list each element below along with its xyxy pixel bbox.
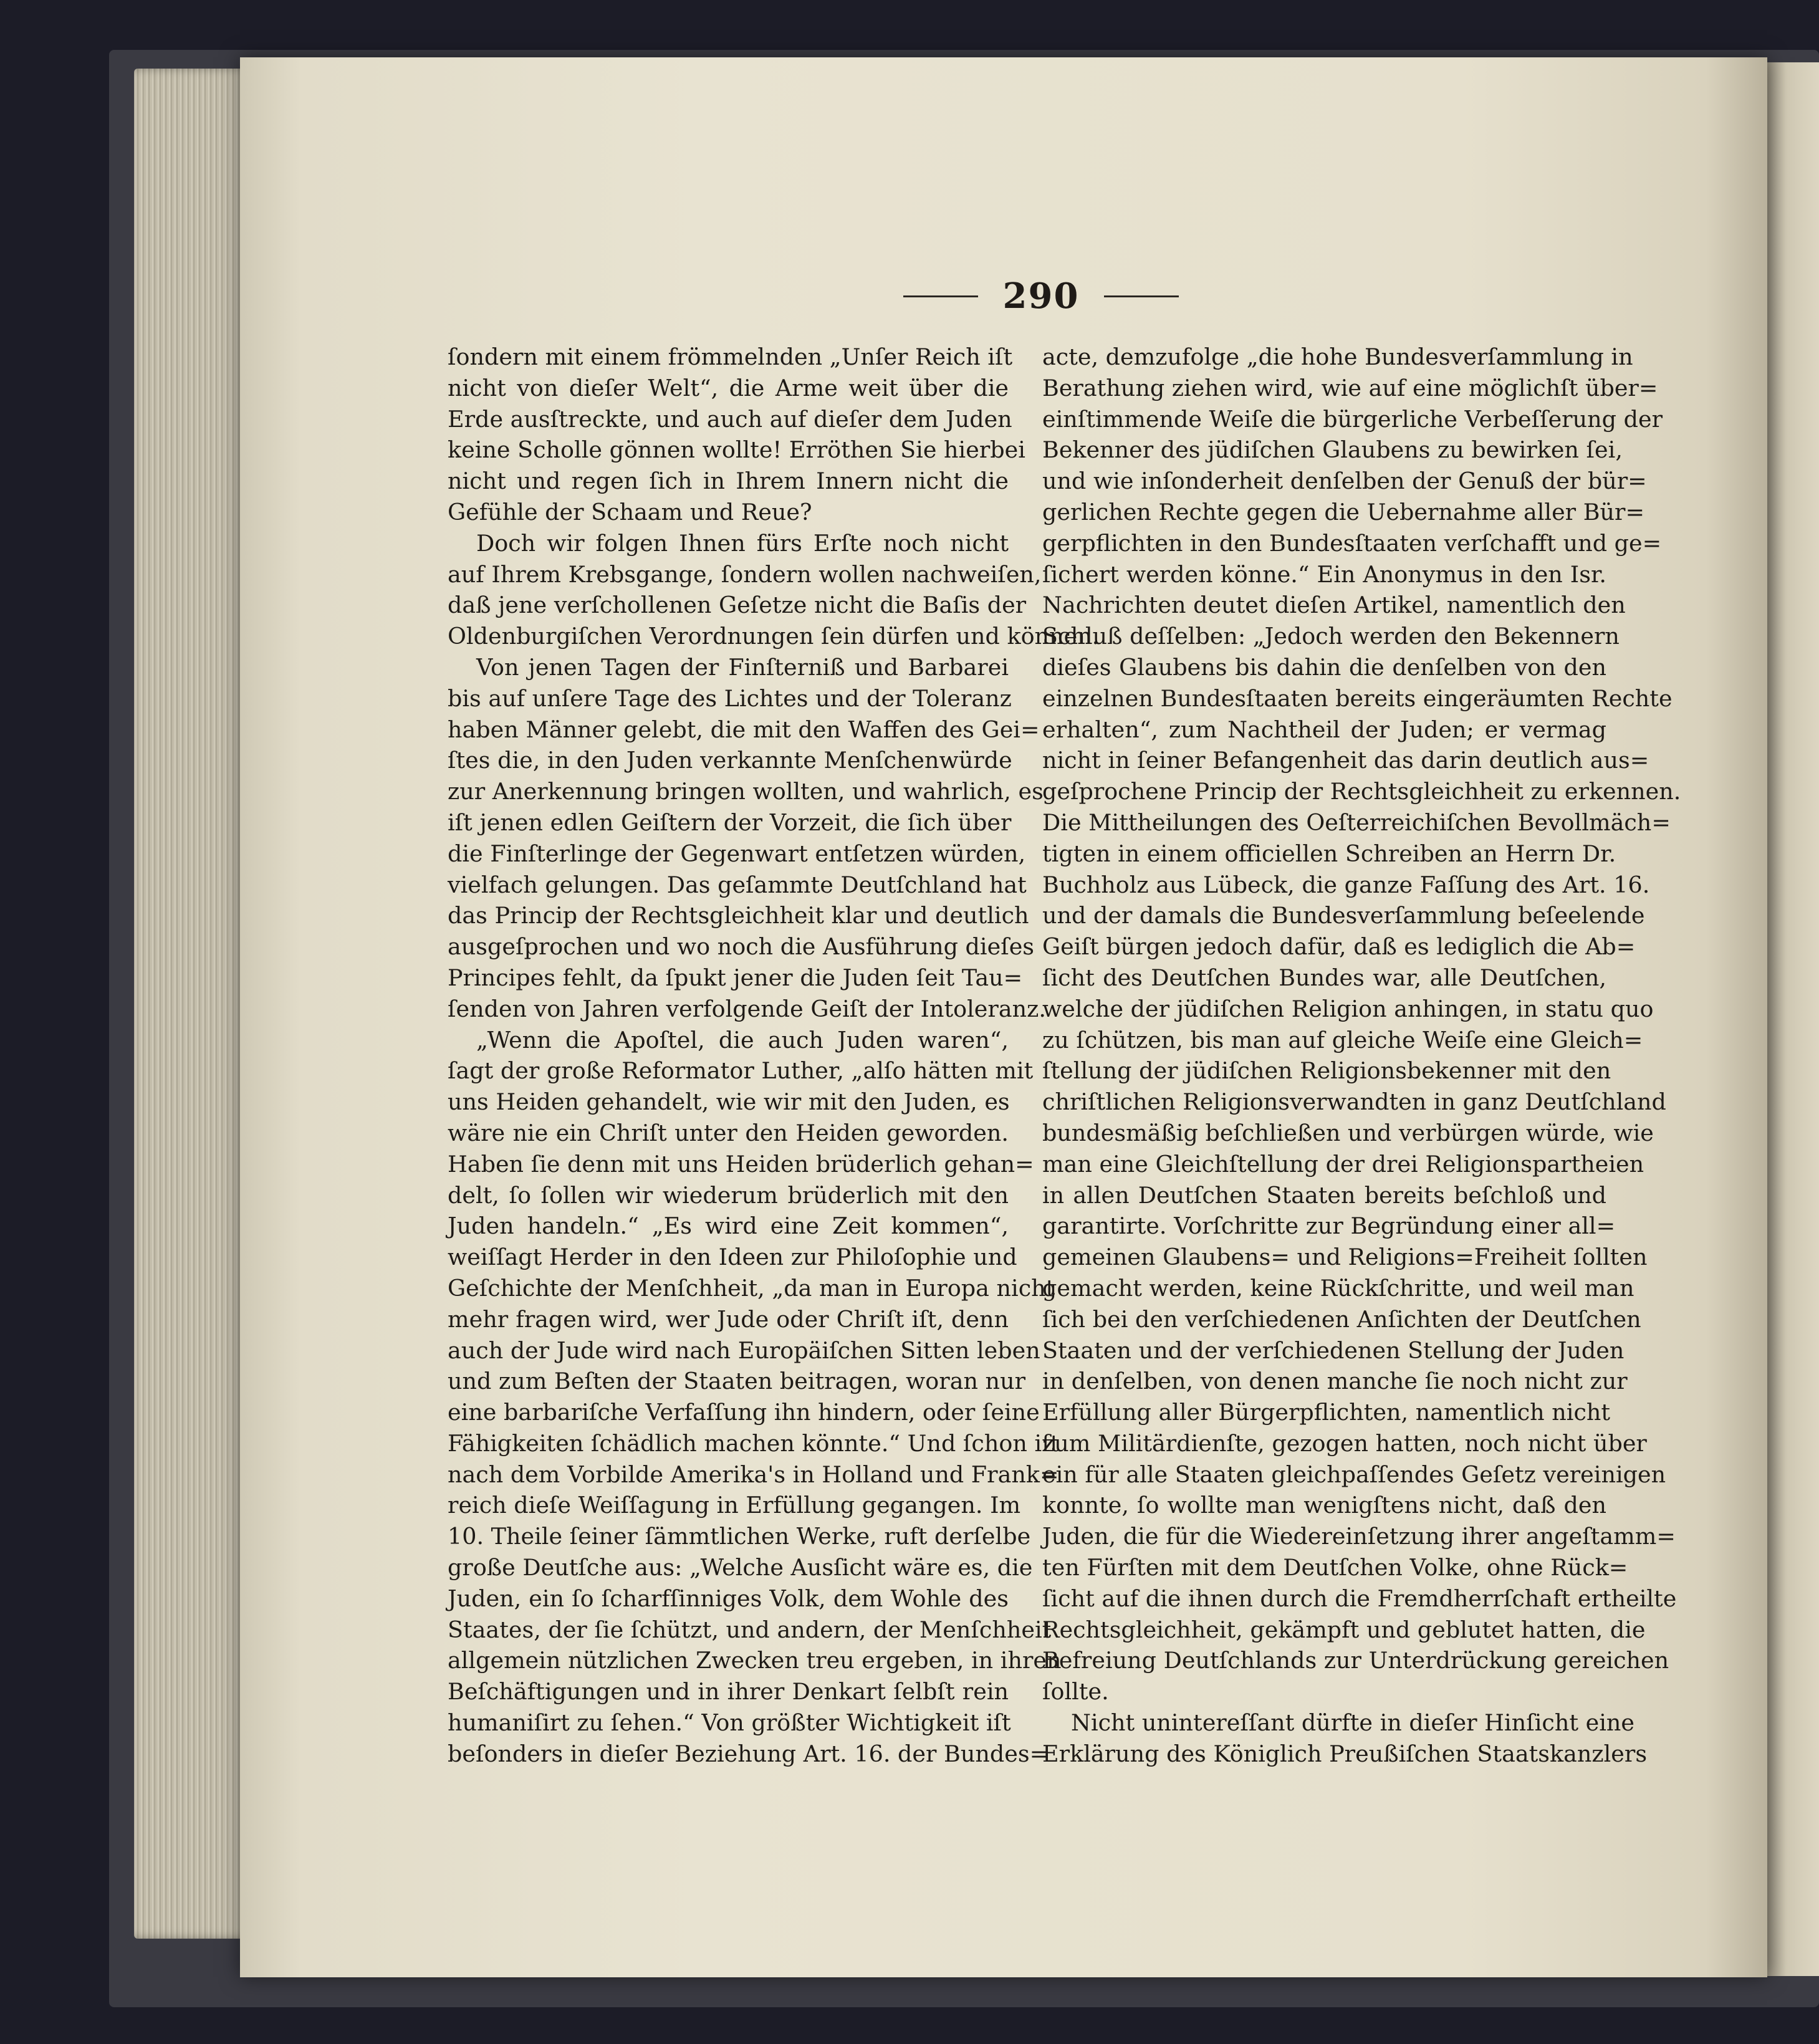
text-line: nicht und regen ſich in Ihrem Innern nicht die bbox=[448, 468, 1009, 495]
text-line: ſtes die, in den Juden verkannte Menſchenwürde bbox=[448, 747, 1012, 774]
text-line: dieſes Glaubens bis dahin die denſelben von den bbox=[1042, 653, 1606, 681]
text-line: vielfach gelungen. Das geſammte Deutſchland hat bbox=[448, 871, 1027, 898]
text-line: delt, ſo ſollen wir wiederum brüderlich mit den bbox=[448, 1181, 1009, 1209]
text-line: reich dieſe Weiſſagung in Erfüllung gegangen. Im bbox=[448, 1492, 1021, 1519]
text-line: Juden handeln.“ „Es wird eine Zeit kommen“, bbox=[448, 1212, 1009, 1240]
page-number: 290 bbox=[1002, 276, 1080, 317]
text-line: und zum Beſten der Staaten beitragen, woran nur bbox=[448, 1368, 1026, 1395]
text-line: gemacht werden, keine Rückſchritte, und weil man bbox=[1042, 1274, 1634, 1302]
text-line: gemeinen Glaubens= und Religions=Freiheit ſollten bbox=[1042, 1244, 1648, 1271]
text-line: auch der Jude wird nach Europäiſchen Sitten leben bbox=[448, 1336, 1040, 1364]
text-line: ausgeſprochen und wo noch die Ausführung dieſes bbox=[448, 933, 1035, 961]
text-line: Staaten und der verſchiedenen Stellung der Juden bbox=[1042, 1336, 1625, 1364]
text-line: Nicht unintereſſant dürfte in dieſer Hinſicht eine bbox=[1071, 1709, 1634, 1737]
text-line: Geſchichte der Menſchheit, „da man in Europa nicht bbox=[448, 1274, 1055, 1302]
text-line: beſonders in dieſer Beziehung Art. 16. der Bundes= bbox=[448, 1740, 1049, 1767]
text-line: ſtellung der jüdiſchen Religionsbekenner mit den bbox=[1042, 1057, 1611, 1085]
text-line: iſt jenen edlen Geiſtern der Vorzeit, die ſich über bbox=[448, 808, 1012, 836]
text-line: Beſchäftigungen und in ihrer Denkart ſelbſt rein bbox=[448, 1678, 1009, 1706]
text-line: allgemein nützlichen Zwecken treu ergeben, in ihren bbox=[448, 1647, 1062, 1674]
header-rule-right bbox=[1104, 295, 1179, 297]
text-line: nicht in ſeiner Befangenheit das darin deutlich aus= bbox=[1042, 747, 1649, 774]
text-line: Erfüllung aller Bürgerpflichten, namentlich nicht bbox=[1042, 1399, 1611, 1426]
text-line: und der damals die Bundesverſammlung beſeelende bbox=[1042, 902, 1645, 929]
text-line: Principes fehlt, da ſpukt jener die Juden ſeit Tau= bbox=[448, 964, 1023, 991]
text-line: Bekenner des jüdiſchen Glaubens zu bewirken ſei, bbox=[1042, 436, 1623, 464]
text-line: geſprochene Princip der Rechtsgleichheit zu erkennen. bbox=[1042, 778, 1681, 805]
text-line: Die Mittheilungen des Oeſterreichiſchen Bevollmäch= bbox=[1042, 808, 1671, 836]
text-line: nach dem Vorbilde Amerika's in Holland und Frank= bbox=[448, 1461, 1059, 1488]
text-line: Rechtsgleichheit, gekämpft und geblutet hatten, die bbox=[1042, 1616, 1646, 1643]
text-line: einzelnen Bundesſtaaten bereits eingeräumten Rechte bbox=[1042, 684, 1673, 712]
facing-page-edge bbox=[1764, 62, 1819, 1976]
text-line: „Wenn die Apoſtel, die auch Juden waren“, bbox=[476, 1026, 1009, 1053]
text-line: in allen Deutſchen Staaten bereits beſchloß und bbox=[1042, 1181, 1606, 1209]
text-line: zu ſchützen, bis man auf gleiche Weiſe eine Gleich= bbox=[1042, 1026, 1643, 1053]
text-line: Erde ausſtreckte, und auch auf dieſer dem Juden bbox=[448, 405, 1012, 433]
text-line: Von jenen Tagen der Finſterniß und Barbarei bbox=[476, 653, 1009, 681]
text-line: in denſelben, von denen manche ſie noch nicht zur bbox=[1042, 1368, 1628, 1395]
text-line: Buchholz aus Lübeck, die ganze Faſſung des Art. 16. bbox=[1042, 871, 1650, 898]
text-line: Staates, der ſie ſchützt, und andern, der Menſchheit bbox=[448, 1616, 1052, 1643]
text-line: Nachrichten deutet dieſen Artikel, namentlich den bbox=[1042, 592, 1626, 619]
text-line: ſollte. bbox=[1042, 1678, 1109, 1706]
text-line: Fähigkeiten ſchädlich machen könnte.“ Und ſchon iſt bbox=[448, 1429, 1060, 1457]
text-line: wäre nie ein Chriſt unter den Heiden geworden. bbox=[448, 1119, 1009, 1146]
text-line: eine barbariſche Verfaſſung ihn hindern, oder ſeine bbox=[448, 1399, 1040, 1426]
text-line: man eine Gleichſtellung der drei Religionspartheien bbox=[1042, 1150, 1644, 1178]
text-line: Geiſt bürgen jedoch dafür, daß es lediglich die Ab= bbox=[1042, 933, 1636, 961]
text-line: ſondern mit einem frömmelnden „Unſer Reich iſt bbox=[448, 343, 1013, 370]
text-line: zum Militärdienſte, gezogen hatten, noch nicht über bbox=[1042, 1429, 1647, 1457]
text-line: Juden, die für die Wiedereinſetzung ihrer angeſtamm= bbox=[1042, 1523, 1676, 1550]
text-line: chriſtlichen Religionsverwandten in ganz Deutſchland bbox=[1042, 1088, 1666, 1116]
text-line: ſicht auf die ihnen durch die Fremdherrſchaft ertheilte bbox=[1042, 1585, 1677, 1612]
text-line: Berathung ziehen wird, wie auf eine möglichſt über= bbox=[1042, 374, 1658, 401]
text-line: zur Anerkennung bringen wollten, und wahrlich, es bbox=[448, 778, 1044, 805]
text-line: bis auf unſere Tage des Lichtes und der Toleranz bbox=[448, 684, 1012, 712]
text-line: ſagt der große Reformator Luther, „alſo hätten mit bbox=[448, 1057, 1034, 1085]
text-line: die Finſterlinge der Gegenwart entſetzen würden, bbox=[448, 840, 1026, 867]
text-line: ten Fürſten mit dem Deutſchen Volke, ohne Rück= bbox=[1042, 1554, 1628, 1581]
text-line: Erklärung des Königlich Preußiſchen Staatskanzlers bbox=[1042, 1740, 1648, 1767]
text-line: ein für alle Staaten gleichpaſſendes Geſetz vereinigen bbox=[1042, 1461, 1666, 1488]
text-line: auf Ihrem Krebsgange, ſondern wollen nachweiſen, bbox=[448, 560, 1042, 588]
text-line: ſichert werden könne.“ Ein Anonymus in den Isr. bbox=[1042, 560, 1606, 588]
text-line: große Deutſche aus: „Welche Ausſicht wäre es, die bbox=[448, 1554, 1033, 1581]
text-line: Haben ſie denn mit uns Heiden brüderlich gehan= bbox=[448, 1150, 1034, 1178]
text-line: gerpflichten in den Bundesſtaaten verſchafft und ge= bbox=[1042, 529, 1662, 557]
page-header bbox=[866, 268, 1216, 324]
text-line: Doch wir folgen Ihnen fürs Erſte noch nicht bbox=[476, 529, 1009, 557]
text-line: erhalten“, zum Nachtheil der Juden; er vermag bbox=[1042, 716, 1606, 743]
text-line: acte, demzufolge „die hohe Bundesverſammlung in bbox=[1042, 343, 1633, 370]
text-line: Schluß deſſelben: „Jedoch werden den Bekennern bbox=[1042, 623, 1620, 650]
text-line: nicht von dieſer Welt“, die Arme weit über die bbox=[448, 374, 1009, 401]
text-line: Juden, ein ſo ſcharfſinniges Volk, dem Wohle des bbox=[448, 1585, 1009, 1612]
text-line: ſenden von Jahren verfolgende Geiſt der Intoleranz. bbox=[448, 995, 1046, 1022]
text-column-right bbox=[1042, 342, 1681, 1770]
text-line: tigten in einem officiellen Schreiben an Herrn Dr. bbox=[1042, 840, 1616, 867]
text-line: humaniſirt zu ſehen.“ Von größter Wichtigkeit iſt bbox=[448, 1709, 1011, 1737]
text-line: keine Scholle gönnen wollte! Erröthen Sie hierbei bbox=[448, 436, 1025, 464]
text-line: und wie inſonderheit denſelben der Genuß der bür= bbox=[1042, 468, 1647, 495]
text-line: gerlichen Rechte gegen die Uebernahme aller Bür= bbox=[1042, 498, 1645, 525]
header-rule-left bbox=[903, 295, 978, 297]
text-line: uns Heiden gehandelt, wie wir mit den Juden, es bbox=[448, 1088, 1010, 1116]
text-line: das Princip der Rechtsgleichheit klar und deutlich bbox=[448, 902, 1029, 929]
text-line: ſich bei den verſchiedenen Anſichten der Deutſchen bbox=[1042, 1305, 1641, 1333]
text-line: Oldenburgiſchen Verordnungen ſein dürfen und können. bbox=[448, 623, 1100, 650]
page-stack-edge bbox=[134, 69, 252, 1939]
text-line: haben Männer gelebt, die mit den Waffen des Gei= bbox=[448, 716, 1040, 743]
text-line: 10. Theile ſeiner ſämmtlichen Werke, ruft derſelbe bbox=[448, 1523, 1031, 1550]
text-line: ſicht des Deutſchen Bundes war, alle Deutſchen, bbox=[1042, 964, 1606, 991]
text-line: weiſſagt Herder in den Ideen zur Philoſophie und bbox=[448, 1244, 1017, 1271]
text-line: Gefühle der Schaam und Reue? bbox=[448, 498, 812, 525]
text-line: garantirte. Vorſchritte zur Begründung einer all= bbox=[1042, 1212, 1616, 1240]
text-line: Befreiung Deutſchlands zur Unterdrückung gereichen bbox=[1042, 1647, 1669, 1674]
text-line: welche der jüdiſchen Religion anhingen, in statu quo bbox=[1042, 995, 1654, 1022]
text-line: daß jene verſchollenen Geſetze nicht die Baſis der bbox=[448, 592, 1027, 619]
text-line: mehr fragen wird, wer Jude oder Chriſt iſt, denn bbox=[448, 1305, 1009, 1333]
text-line: bundesmäßig beſchließen und verbürgen würde, wie bbox=[1042, 1119, 1654, 1146]
text-line: einſtimmende Weiſe die bürgerliche Verbeſſerung der bbox=[1042, 405, 1663, 433]
text-line: konnte, ſo wollte man wenigſtens nicht, daß den bbox=[1042, 1492, 1606, 1519]
